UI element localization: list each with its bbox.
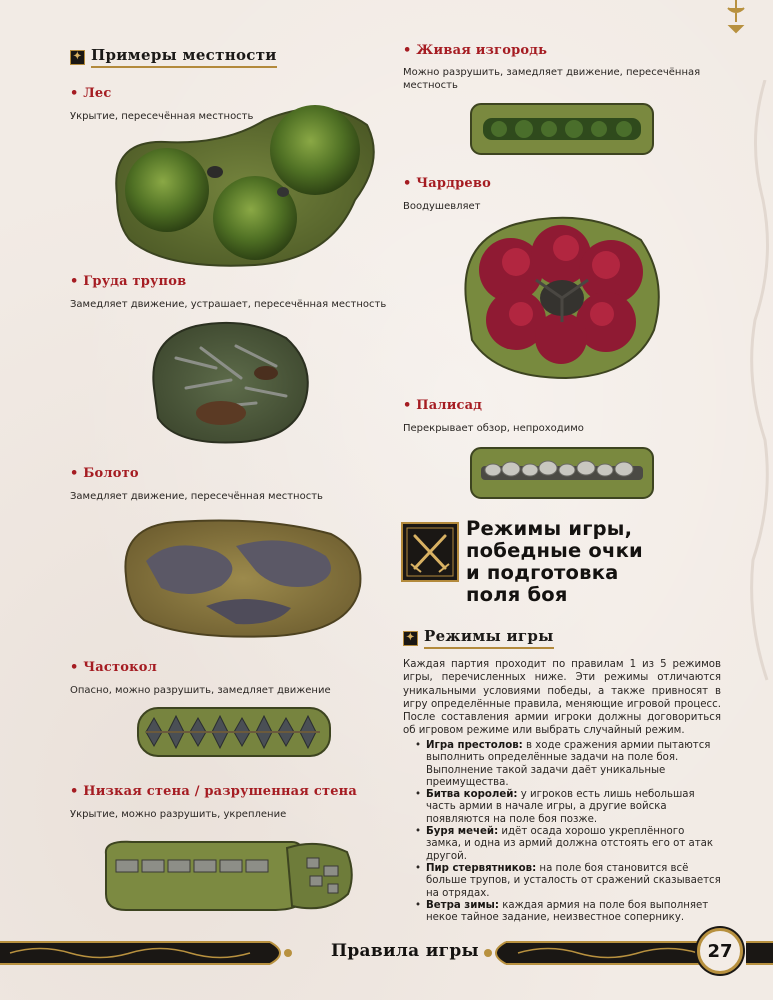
weirwood-tile-image <box>456 210 666 380</box>
terrain-forest-desc: Укрытие, пересечённая местность <box>70 111 254 122</box>
terrain-wall-title: • Низкая стена / разрушенная стена <box>70 784 358 799</box>
terrain-weirwood-title: • Чардрево <box>403 176 491 191</box>
list-item: • Игра престолов: в ходе сражения армии пытаются выполнить определённые задачи на поле боя. Выполнение такой задачи даёт уникальные преимущества. <box>413 740 721 789</box>
terrain-corpses-desc: Замедляет движение, устрашает, пересечённая местность <box>70 299 387 310</box>
terrain-examples-title: ✦ Примеры местности <box>70 46 277 68</box>
section-emblem-icon: ✦ <box>403 631 418 646</box>
footer-ornament-edge <box>746 932 773 976</box>
game-modes-intro: Каждая партия проходит по правилам 1 из 5 режимов игры, перечисленных ниже. Эти режимы отличаются уникальными условиями победы, а также привносят в игру определённые правила, меняющие игровой процесс. После составления армии игроки должны договориться об игровом режиме или выбрать случайный режим. <box>403 659 721 737</box>
list-item: • Ветра зимы: каждая армия на поле боя выполняет некое тайное задание, неизвестное сопернику. <box>413 900 721 925</box>
corner-ornament <box>700 0 773 40</box>
terrain-stakes-title: • Частокол <box>70 660 157 675</box>
terrain-weirwood-desc: Воодушевляет <box>403 201 481 212</box>
terrain-hedge-title: • Живая изгородь <box>403 43 548 58</box>
stakes-tile-image <box>136 704 332 760</box>
terrain-palisade-title: • Палисад <box>403 398 483 413</box>
terrain-hedge-desc: Можно разрушить, замедляет движение, пересечённая местность <box>403 67 701 91</box>
terrain-forest-title: • Лес <box>70 86 112 101</box>
list-item: • Пир стервятников: на поле боя становится всё больше трупов, и усталость от сражений сказывается на отрядах. <box>413 863 721 900</box>
terrain-palisade-desc: Перекрывает обзор, непроходимо <box>403 423 584 434</box>
game-modes-list <box>413 740 721 924</box>
list-item: • Битва королей: у игроков есть лишь небольшая часть армии в начале игры, а другие войска появляются на поле боя позже. <box>413 789 721 826</box>
crossed-swords-emblem-icon <box>401 522 459 582</box>
game-modes-title: ✦ Режимы игры <box>403 627 554 649</box>
footer-title: Правила игры <box>331 941 479 961</box>
side-flourish <box>745 80 773 700</box>
footer-ornament-right <box>478 932 700 976</box>
terrain-swamp-title: • Болото <box>70 466 139 481</box>
forest-tile-image <box>105 100 380 270</box>
palisade-tile-image <box>469 446 655 500</box>
page-number: 27 <box>697 928 743 974</box>
section-emblem-icon: ✦ <box>70 50 85 65</box>
swamp-tile-image <box>116 516 366 640</box>
footer-ornament-left <box>0 932 300 976</box>
corpses-tile-image <box>146 318 312 446</box>
game-modes-big-title: Режимы игры, победные очки и подготовка поля боя <box>466 517 643 606</box>
terrain-corpses-title: • Груда трупов <box>70 274 187 289</box>
hedge-tile-image <box>469 102 655 156</box>
list-item: • Буря мечей: идёт осада хорошо укреплённого замка, и одна из армий должна отстоять его от атак другой. <box>413 826 721 863</box>
wall-tile-image <box>102 834 356 914</box>
terrain-stakes-desc: Опасно, можно разрушить, замедляет движение <box>70 685 331 696</box>
terrain-wall-desc: Укрытие, можно разрушить, укрепление <box>70 809 287 820</box>
terrain-swamp-desc: Замедляет движение, пересечённая местность <box>70 491 323 502</box>
